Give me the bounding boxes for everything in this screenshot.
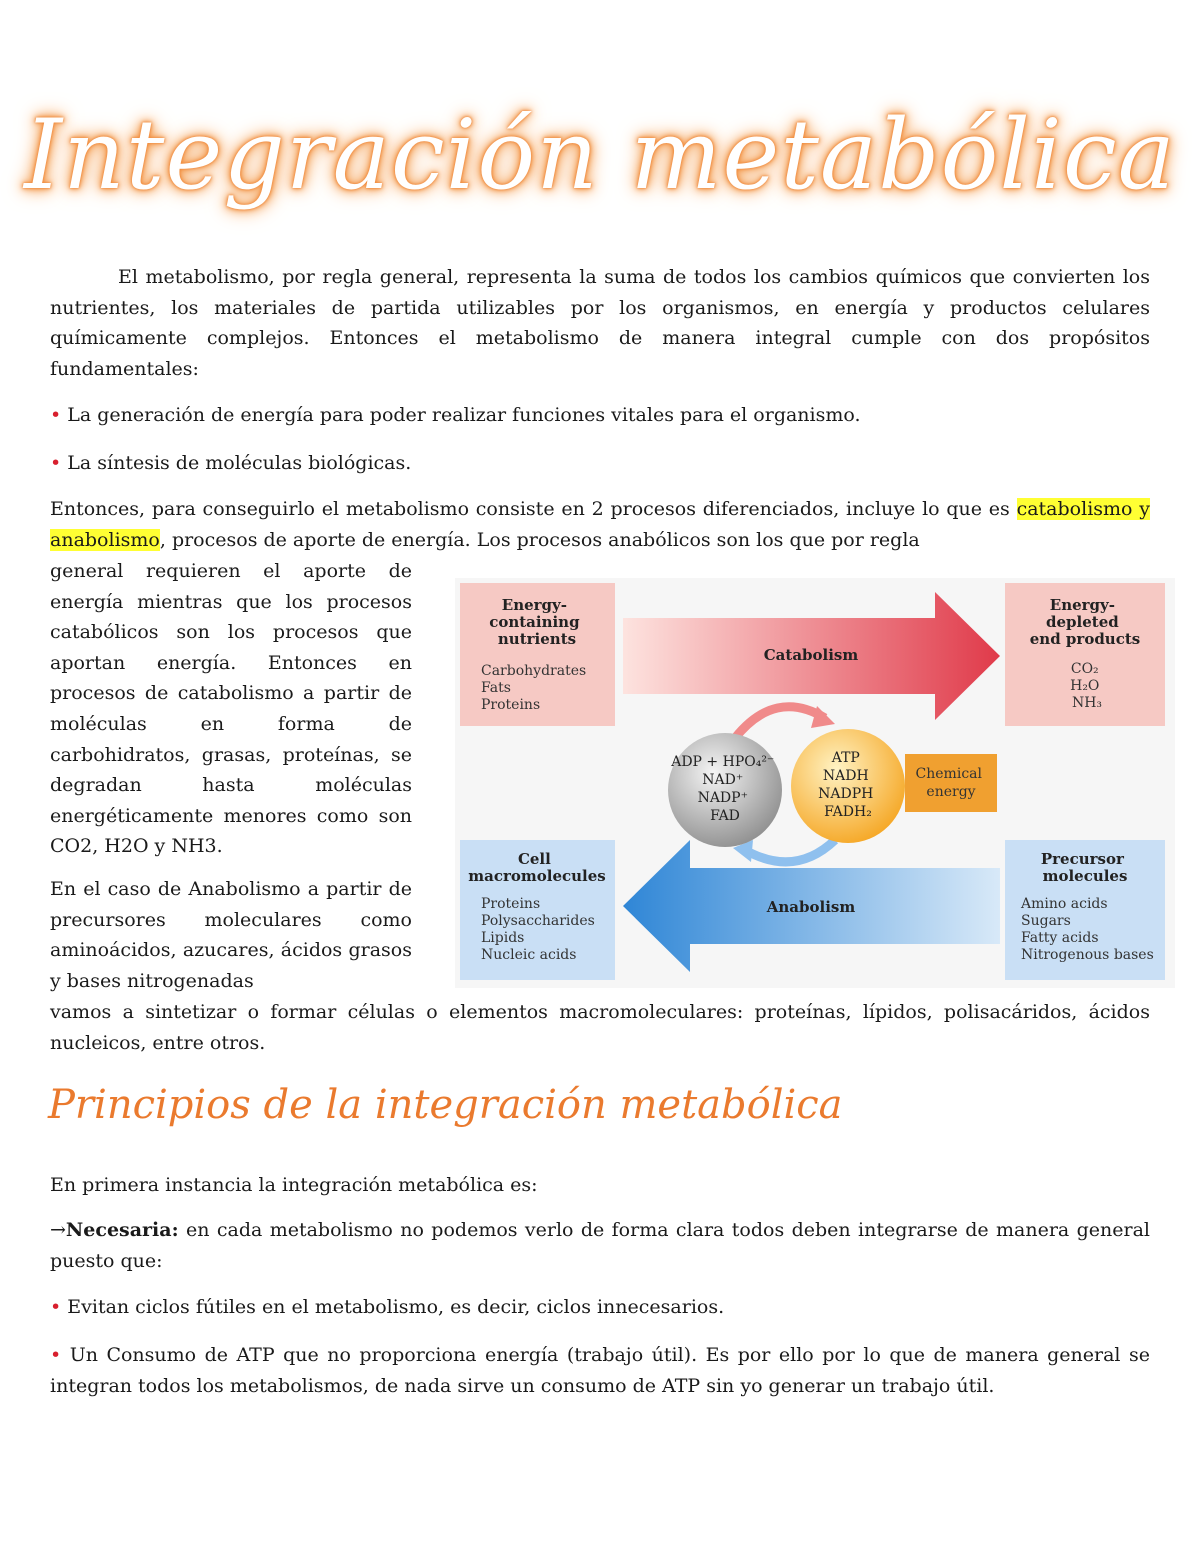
bullet-item-4 <box>50 1340 1150 1401</box>
circle-label: NAD⁺ <box>702 772 744 788</box>
para-text: en cada metabolismo no podemos verlo de forma clara todos deben integrarse de manera general puesto que: <box>50 1219 1150 1272</box>
svg-text:Precursor molecules <box>1041 850 1129 885</box>
box-item: H₂O <box>1070 678 1100 694</box>
circle-label: ADP + HPO₄²⁻ <box>671 754 775 770</box>
bullet-text: Evitan ciclos fútiles en el metabolismo, es decir, ciclos innecesarios. <box>67 1296 725 1318</box>
box-item: Polysaccharides <box>481 913 595 929</box>
box-item: Carbohydrates <box>481 663 587 679</box>
circle-label: FAD <box>710 808 740 824</box>
circle-label: NADH <box>822 768 869 784</box>
box-title: Cell <box>517 850 551 868</box>
bold-term: Necesaria: <box>65 1219 179 1241</box>
anabolism-label: Anabolism <box>766 898 856 916</box>
box-item: Fats <box>481 680 511 696</box>
box-item: Lipids <box>481 930 525 946</box>
box-title: energy <box>926 784 976 800</box>
box-item: CO₂ <box>1070 661 1099 677</box>
bullet-dot: • <box>50 1344 62 1366</box>
paragraph-necesaria <box>50 1215 1150 1276</box>
box-title: Precursor <box>1040 850 1124 868</box>
box-item: Nucleic acids <box>481 947 577 963</box>
highlighted-text: catabolismo y anabolismo <box>50 498 1150 551</box>
box-item: Nitrogenous bases <box>1021 947 1154 963</box>
bullet-item-1 <box>50 400 1150 431</box>
section-heading: Principios de la integración metabólica <box>48 1082 843 1128</box>
intro-paragraph: El metabolismo, por regla general, representa la suma de todos los cambios químicos que convierten los nutrientes, los materiales de partida utilizables por los organismos, en energía y productos celulares químicamente complejos. Entonces el metabolismo de manera integral cumple con dos propósitos fundamentales: <box>50 266 1150 380</box>
box-title: nutrients <box>497 630 577 648</box>
paragraph-catabolism-anabolism <box>50 494 1150 555</box>
chemical-energy-box <box>905 754 997 812</box>
bullet-text: La síntesis de moléculas biológicas. <box>67 452 412 474</box>
page-title: Integración metabólica <box>24 99 1176 211</box>
box-title: Energy- <box>1049 596 1115 614</box>
bullet-item-2 <box>50 448 1150 479</box>
circle-label: FADH₂ <box>824 804 872 820</box>
circle-label: NADP⁺ <box>697 790 748 806</box>
bullet-dot: • <box>50 1296 62 1318</box>
box-title: molecules <box>1042 867 1128 885</box>
bullet-item-3 <box>50 1292 1150 1323</box>
bullet-text: Un Consumo de ATP que no proporciona energía (trabajo útil). Es por ello por lo que de manera general se integran todos los metabolismos, de nada sirve un consumo de ATP sin yo generar un trabajo útil. <box>50 1344 1150 1397</box>
bullet-dot: • <box>50 404 62 426</box>
column-text-anabolism: En el caso de Anabolismo a partir de precursores moleculares como aminoácidos, azucares, ácidos grasos y bases nitrogenadas <box>50 878 412 992</box>
box-title: end products <box>1029 630 1141 648</box>
box-item: Proteins <box>481 896 541 912</box>
box-title: macromolecules <box>468 867 606 885</box>
catabolism-label: Catabolism <box>763 646 859 664</box>
box-item: Amino acids <box>1021 896 1108 912</box>
para-text: Entonces, para conseguirlo el metabolismo consiste en 2 procesos diferenciados, incluye lo que es <box>50 498 1010 520</box>
box-title: depleted <box>1046 613 1119 631</box>
para-text: , procesos de aporte de energía. Los procesos anabólicos son los que por regla <box>159 528 920 551</box>
svg-text:Energy- containing nut <box>489 596 585 648</box>
paragraph-intro-principles: En primera instancia la integración metabólica es: <box>50 1174 538 1196</box>
box-title: Chemical <box>915 766 982 782</box>
circle-label: NADPH <box>818 786 874 802</box>
metabolism-diagram <box>455 578 1175 988</box>
box-item: Fatty acids <box>1021 930 1099 946</box>
paragraph-continued: vamos a sintetizar o formar células o elementos macromoleculares: proteínas, lípidos, polisacáridos, ácidos nucleicos, entre otros. <box>50 1001 1150 1054</box>
svg-text:CO₂ H₂O NH₃ <box>1070 661 1104 711</box>
bullet-dot: • <box>50 452 62 474</box>
box-item: NH₃ <box>1071 695 1103 711</box>
bullet-text: La generación de energía para poder realizar funciones vitales para el organismo. <box>67 404 861 426</box>
box-item: Sugars <box>1021 913 1071 929</box>
column-text-catabolism: general requieren el aporte de energía mientras que los procesos catabólicos son los procesos que aportan energía. Entonces en procesos de catabolismo a partir de moléculas en forma de carbohidratos, grasas, proteínas, se degradan hasta moléculas energéticamente menores como son CO2, H2O y NH3. <box>50 560 412 858</box>
arrow-icon: → <box>50 1219 66 1241</box>
box-title: Energy- <box>501 596 567 614</box>
box-title: containing <box>489 613 580 631</box>
box-item: Proteins <box>481 697 541 713</box>
circle-label: ATP <box>831 750 860 766</box>
